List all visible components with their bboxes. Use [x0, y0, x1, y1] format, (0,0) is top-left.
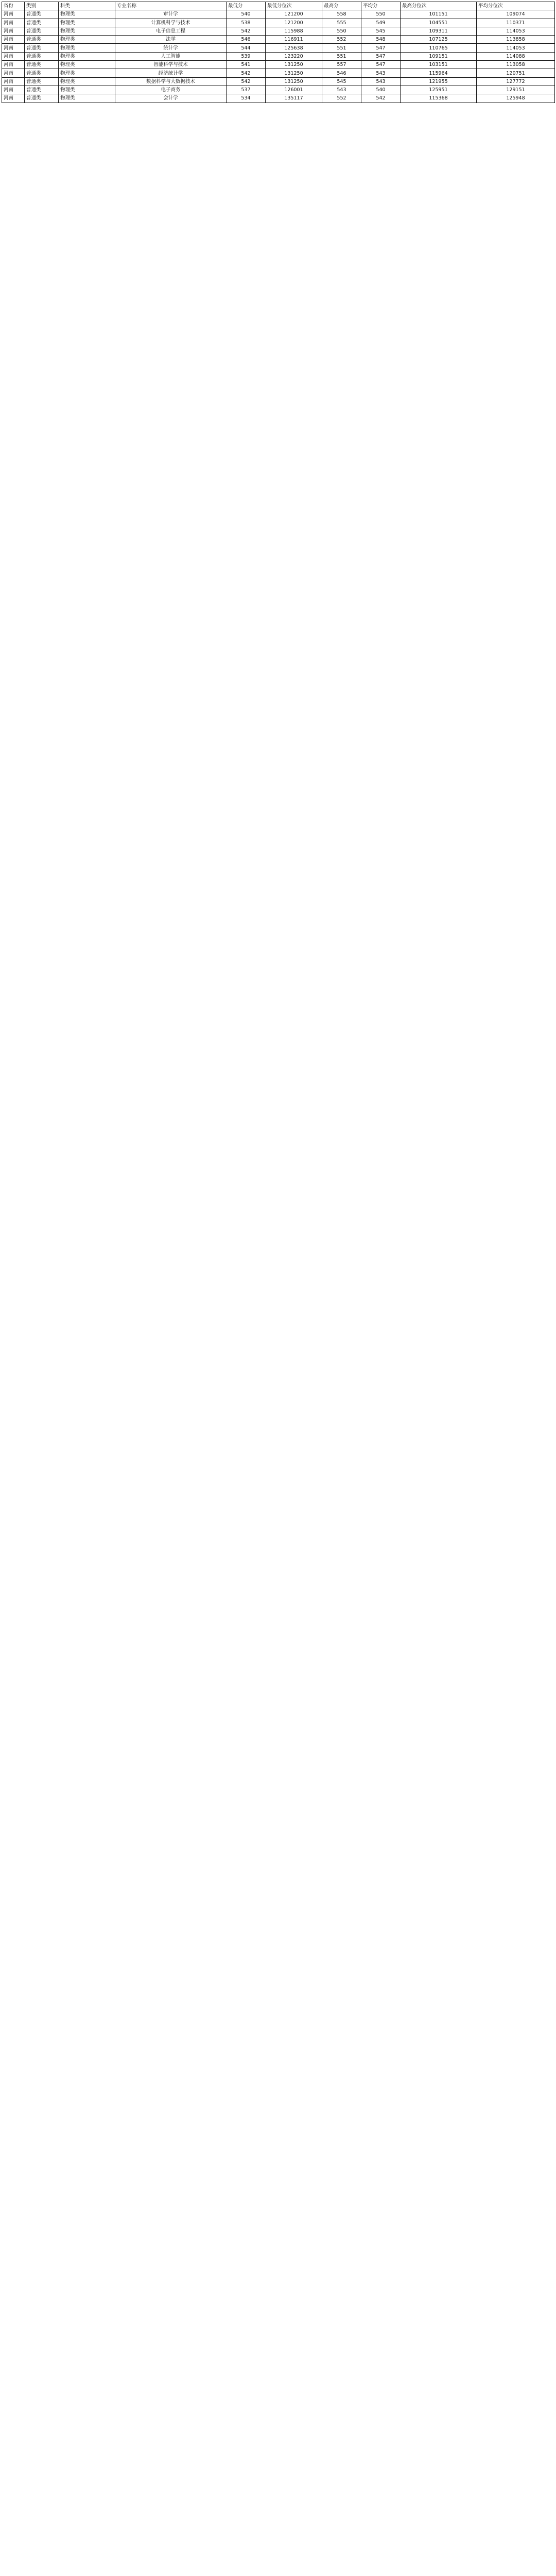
cell-avg-score: 547 [361, 61, 401, 69]
cell-subject-type: 物理类 [59, 77, 115, 86]
cell-major: 数据科学与大数据技术 [115, 77, 227, 86]
cell-max-rank: 103151 [401, 61, 477, 69]
cell-min-rank: 131250 [266, 61, 322, 69]
cell-avg-score: 549 [361, 19, 401, 27]
cell-major: 人工智能 [115, 52, 227, 60]
cell-category: 普通类 [25, 44, 59, 52]
admission-score-table-container [2, 2, 554, 103]
cell-subject-type: 物理类 [59, 52, 115, 60]
cell-avg-rank: 125948 [477, 94, 555, 103]
cell-major: 法学 [115, 36, 227, 44]
cell-min-rank: 123220 [266, 52, 322, 60]
table-row [2, 94, 555, 103]
column-header-avg-score: 平均分 [361, 2, 401, 10]
cell-major: 电子商务 [115, 86, 227, 94]
cell-subject-type: 物理类 [59, 36, 115, 44]
cell-avg-score: 548 [361, 36, 401, 44]
cell-subject-type: 物理类 [59, 69, 115, 77]
cell-category: 普通类 [25, 10, 59, 19]
cell-avg-rank: 129151 [477, 86, 555, 94]
cell-avg-rank: 114088 [477, 52, 555, 60]
cell-avg-rank: 114053 [477, 27, 555, 35]
cell-province: 河南 [2, 77, 25, 86]
cell-subject-type: 物理类 [59, 86, 115, 94]
cell-max-score: 550 [322, 27, 361, 35]
cell-avg-rank: 114053 [477, 44, 555, 52]
table-row [2, 61, 555, 69]
column-header-min-rank: 最低分位次 [266, 2, 322, 10]
column-header-category: 类别 [25, 2, 59, 10]
cell-category: 普通类 [25, 94, 59, 103]
table-row [2, 10, 555, 19]
cell-category: 普通类 [25, 77, 59, 86]
table-row [2, 19, 555, 27]
cell-avg-score: 550 [361, 10, 401, 19]
cell-max-rank: 125951 [401, 86, 477, 94]
cell-major: 电子信息工程 [115, 27, 227, 35]
cell-max-rank: 115368 [401, 94, 477, 103]
cell-major: 统计学 [115, 44, 227, 52]
table-row [2, 86, 555, 94]
column-header-subject-type: 科类 [59, 2, 115, 10]
cell-max-rank: 109311 [401, 27, 477, 35]
cell-max-rank: 110765 [401, 44, 477, 52]
cell-province: 河南 [2, 86, 25, 94]
table-row [2, 77, 555, 86]
cell-min-rank: 125638 [266, 44, 322, 52]
cell-max-score: 551 [322, 52, 361, 60]
cell-avg-rank: 109074 [477, 10, 555, 19]
cell-subject-type: 物理类 [59, 27, 115, 35]
cell-max-score: 555 [322, 19, 361, 27]
cell-max-score: 557 [322, 61, 361, 69]
cell-min-score: 538 [227, 19, 266, 27]
cell-province: 河南 [2, 44, 25, 52]
cell-avg-score: 545 [361, 27, 401, 35]
cell-subject-type: 物理类 [59, 10, 115, 19]
cell-major: 计算机科学与技术 [115, 19, 227, 27]
cell-min-rank: 115988 [266, 27, 322, 35]
cell-min-rank: 131250 [266, 69, 322, 77]
cell-category: 普通类 [25, 61, 59, 69]
cell-min-score: 544 [227, 44, 266, 52]
cell-min-score: 542 [227, 69, 266, 77]
cell-min-score: 539 [227, 52, 266, 60]
cell-max-score: 543 [322, 86, 361, 94]
cell-avg-score: 543 [361, 77, 401, 86]
cell-avg-rank: 120751 [477, 69, 555, 77]
cell-max-score: 558 [322, 10, 361, 19]
cell-min-score: 534 [227, 94, 266, 103]
cell-subject-type: 物理类 [59, 19, 115, 27]
cell-category: 普通类 [25, 86, 59, 94]
cell-min-rank: 131250 [266, 77, 322, 86]
table-header-row [2, 2, 555, 10]
cell-category: 普通类 [25, 27, 59, 35]
cell-max-rank: 104551 [401, 19, 477, 27]
cell-max-score: 552 [322, 94, 361, 103]
cell-province: 河南 [2, 27, 25, 35]
cell-min-score: 542 [227, 27, 266, 35]
cell-major: 会计学 [115, 94, 227, 103]
cell-avg-rank: 127772 [477, 77, 555, 86]
cell-min-rank: 121200 [266, 10, 322, 19]
cell-avg-rank: 110371 [477, 19, 555, 27]
column-header-avg-rank: 平均分位次 [477, 2, 555, 10]
cell-avg-score: 543 [361, 69, 401, 77]
cell-min-score: 541 [227, 61, 266, 69]
cell-min-score: 537 [227, 86, 266, 94]
cell-category: 普通类 [25, 69, 59, 77]
cell-province: 河南 [2, 61, 25, 69]
cell-min-score: 542 [227, 77, 266, 86]
cell-avg-score: 547 [361, 44, 401, 52]
cell-avg-score: 542 [361, 94, 401, 103]
column-header-max-rank: 最高分位次 [401, 2, 477, 10]
cell-province: 河南 [2, 69, 25, 77]
cell-province: 河南 [2, 94, 25, 103]
cell-subject-type: 物理类 [59, 44, 115, 52]
cell-category: 普通类 [25, 52, 59, 60]
cell-avg-score: 547 [361, 52, 401, 60]
cell-max-score: 546 [322, 69, 361, 77]
cell-min-rank: 121200 [266, 19, 322, 27]
cell-province: 河南 [2, 52, 25, 60]
cell-category: 普通类 [25, 19, 59, 27]
cell-max-rank: 109151 [401, 52, 477, 60]
cell-max-score: 551 [322, 44, 361, 52]
cell-max-rank: 121955 [401, 77, 477, 86]
table-row [2, 27, 555, 35]
column-header-major: 专业名称 [115, 2, 227, 10]
cell-major: 智能科学与技术 [115, 61, 227, 69]
cell-max-score: 545 [322, 77, 361, 86]
cell-min-rank: 126001 [266, 86, 322, 94]
table-row [2, 52, 555, 60]
cell-min-rank: 116911 [266, 36, 322, 44]
cell-province: 河南 [2, 10, 25, 19]
cell-max-rank: 115964 [401, 69, 477, 77]
cell-category: 普通类 [25, 36, 59, 44]
table-row [2, 36, 555, 44]
cell-min-score: 540 [227, 10, 266, 19]
cell-avg-rank: 113858 [477, 36, 555, 44]
cell-min-score: 546 [227, 36, 266, 44]
cell-min-rank: 135117 [266, 94, 322, 103]
cell-subject-type: 物理类 [59, 61, 115, 69]
column-header-min-score: 最低分 [227, 2, 266, 10]
cell-province: 河南 [2, 19, 25, 27]
cell-max-score: 552 [322, 36, 361, 44]
column-header-max-score: 最高分 [322, 2, 361, 10]
table-row [2, 69, 555, 77]
cell-avg-rank: 113058 [477, 61, 555, 69]
cell-max-rank: 107125 [401, 36, 477, 44]
cell-subject-type: 物理类 [59, 94, 115, 103]
table-row [2, 44, 555, 52]
cell-avg-score: 540 [361, 86, 401, 94]
cell-major: 经济统计学 [115, 69, 227, 77]
cell-major: 审计学 [115, 10, 227, 19]
column-header-province: 省份 [2, 2, 25, 10]
cell-province: 河南 [2, 36, 25, 44]
cell-max-rank: 101151 [401, 10, 477, 19]
admission-score-table [2, 2, 555, 103]
